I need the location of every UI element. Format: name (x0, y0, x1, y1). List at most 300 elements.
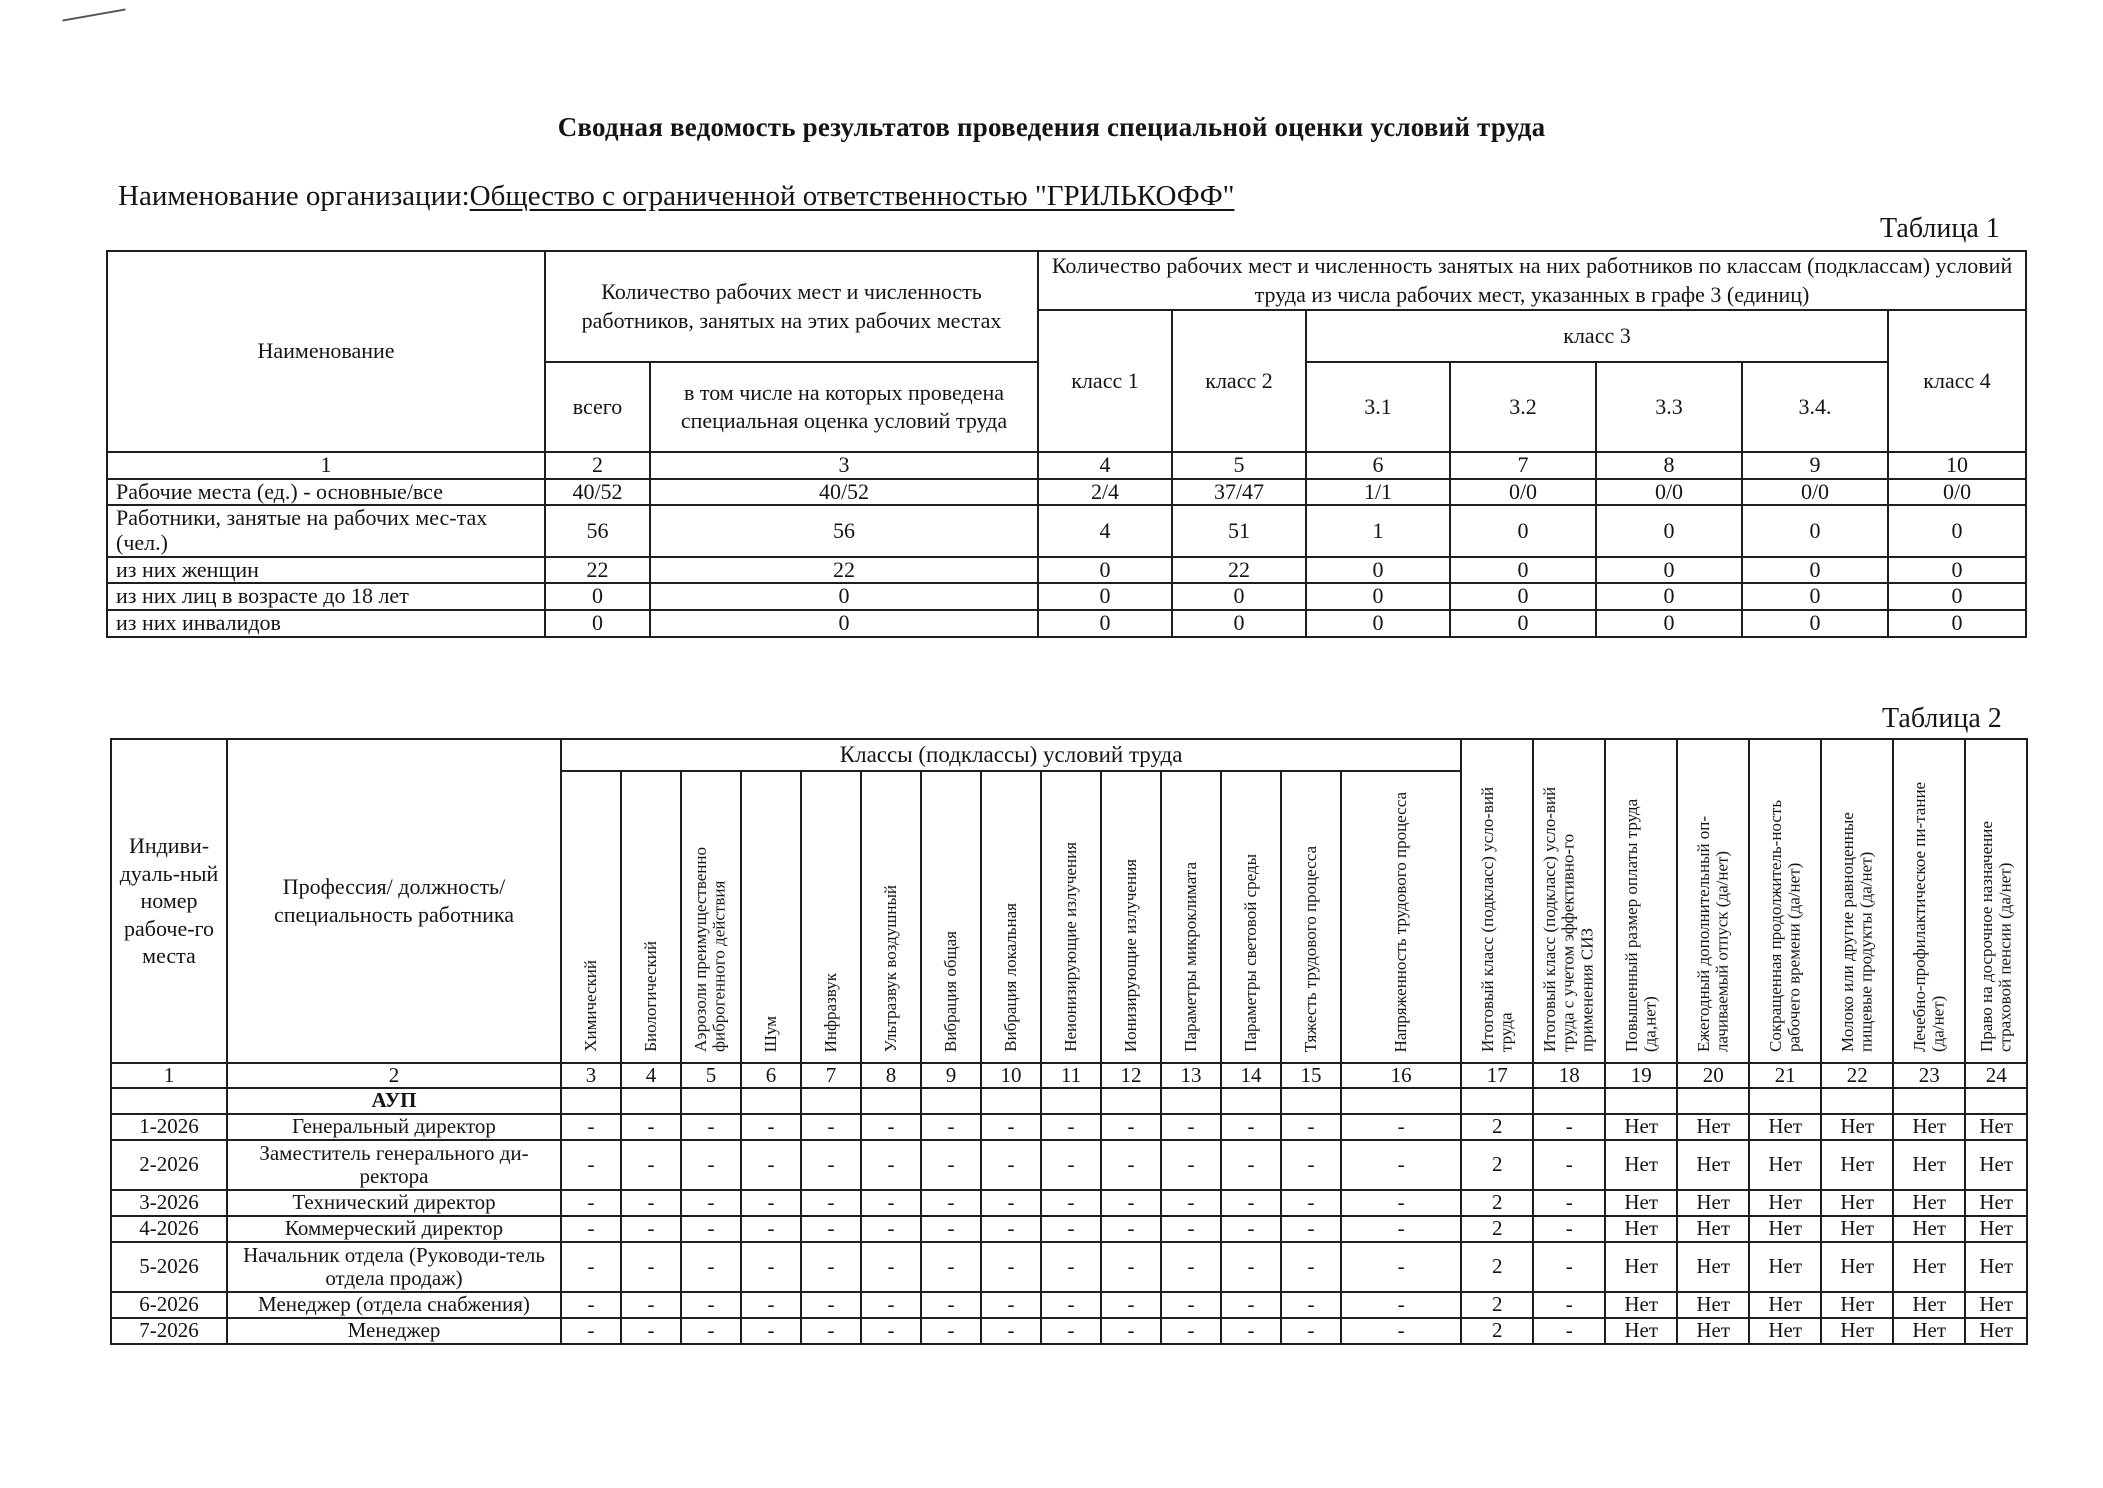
cell-value: 56 (650, 505, 1038, 556)
cell-value: 0 (1888, 610, 2026, 637)
factor-class: - (1341, 1292, 1461, 1318)
cell-value: 0 (1450, 557, 1596, 584)
col-number: 11 (1041, 1063, 1101, 1089)
header-factor-text: Ионизирующие излучения (1120, 858, 1140, 1052)
workplace-id: 4-2026 (111, 1216, 227, 1242)
cell-value: 22 (545, 557, 650, 584)
col-number: 7 (801, 1063, 861, 1089)
factor-class: - (861, 1292, 921, 1318)
result-value: Нет (1605, 1140, 1677, 1190)
header-factor-16 (1341, 771, 1461, 1063)
cell-value: 0 (650, 583, 1038, 610)
factor-class: - (1161, 1216, 1221, 1242)
summary-table-2 (110, 738, 2028, 1345)
factor-class: - (1341, 1140, 1461, 1190)
result-value: Нет (1677, 1140, 1749, 1190)
profession-name: Технический директор (227, 1190, 561, 1216)
factor-class: - (561, 1292, 621, 1318)
factor-class: - (801, 1190, 861, 1216)
header-factor-7 (801, 771, 861, 1063)
result-value: Нет (1677, 1242, 1749, 1292)
header-factor-text: Параметры микроклимата (1180, 862, 1200, 1052)
header-sub-3-2: 3.2 (1450, 362, 1596, 452)
header-result-21 (1749, 739, 1821, 1063)
header-result-17-text: Итоговый класс (подкласс) усло-вий труда (1477, 786, 1516, 1052)
factor-class: - (1221, 1242, 1281, 1292)
workplace-id: 2-2026 (111, 1140, 227, 1190)
factor-class: - (621, 1114, 681, 1140)
result-value: - (1533, 1318, 1605, 1344)
result-value: Нет (1677, 1216, 1749, 1242)
cell-value: 0 (1172, 610, 1306, 637)
workplace-id: 5-2026 (111, 1242, 227, 1292)
factor-class: - (1221, 1140, 1281, 1190)
column-number-row (107, 452, 2026, 479)
col-number: 14 (1221, 1063, 1281, 1089)
factor-class: - (1101, 1318, 1161, 1344)
col-number: 7 (1450, 452, 1596, 479)
header-result-19-text: Повышенный размер оплаты труда (да,нет) (1621, 798, 1660, 1052)
factor-class: - (981, 1140, 1041, 1190)
header-result-18 (1533, 739, 1605, 1063)
table2-row (111, 1216, 2027, 1242)
cell-value: 0 (1888, 505, 2026, 556)
col-number: 22 (1821, 1063, 1893, 1089)
result-value: 2 (1461, 1216, 1533, 1242)
result-value: - (1533, 1216, 1605, 1242)
header-factor-text: Напряженность трудового процесса (1390, 791, 1410, 1052)
profession-name: Менеджер (отдела снабжения) (227, 1292, 561, 1318)
row-name: Работники, занятые на рабочих мес-тах (чел.) (107, 505, 545, 556)
factor-class: - (561, 1114, 621, 1140)
table2-caption: Таблица 2 (1882, 703, 2002, 734)
factor-class: - (801, 1114, 861, 1140)
table1-row (107, 583, 2026, 610)
organization-label: Наименование организации: (118, 180, 470, 212)
header-result-20 (1677, 739, 1749, 1063)
factor-class: - (861, 1190, 921, 1216)
column-number-row (111, 1063, 2027, 1089)
factor-class: - (741, 1292, 801, 1318)
organization-line (118, 180, 1234, 213)
header-factor-13 (1161, 771, 1221, 1063)
cell-value: 0 (1596, 583, 1742, 610)
cell-value: 0 (1306, 557, 1450, 584)
cell-value: 0 (545, 610, 650, 637)
factor-class: - (921, 1190, 981, 1216)
result-value: Нет (1893, 1114, 1965, 1140)
result-value: Нет (1605, 1292, 1677, 1318)
factor-class: - (681, 1216, 741, 1242)
cell-value: 0 (1450, 583, 1596, 610)
result-value: Нет (1893, 1318, 1965, 1344)
col-number: 3 (561, 1063, 621, 1089)
header-result-24 (1965, 739, 2027, 1063)
col-number: 4 (621, 1063, 681, 1089)
col-number: 5 (1172, 452, 1306, 479)
workplace-id: 6-2026 (111, 1292, 227, 1318)
cell-value: 0 (1596, 505, 1742, 556)
col-number: 8 (1596, 452, 1742, 479)
table2-row (111, 1140, 2027, 1190)
factor-class: - (1221, 1292, 1281, 1318)
header-assessed: в том числе на которых проведена специальная оценка условий труда (650, 362, 1038, 452)
factor-class: - (1221, 1216, 1281, 1242)
factor-class: - (1341, 1318, 1461, 1344)
header-factor-3 (561, 771, 621, 1063)
factor-class: - (1341, 1190, 1461, 1216)
factor-class: - (681, 1190, 741, 1216)
factor-class: - (741, 1190, 801, 1216)
col-number: 24 (1965, 1063, 2027, 1089)
header-factor-text: Аэрозоли преимущественно фиброгенного действия (691, 847, 729, 1052)
factor-class: - (1041, 1216, 1101, 1242)
factor-class: - (981, 1114, 1041, 1140)
cell-value: 0 (1306, 610, 1450, 637)
header-factor-text: Вибрация локальная (1000, 903, 1020, 1052)
factor-class: - (921, 1242, 981, 1292)
factor-class: - (561, 1318, 621, 1344)
header-sub-3-1: 3.1 (1306, 362, 1450, 452)
result-value: Нет (1965, 1140, 2027, 1190)
col-number: 13 (1161, 1063, 1221, 1089)
profession-name: Начальник отдела (Руководи-тель отдела продаж) (227, 1242, 561, 1292)
header-id-text: Индиви-дуаль-ный номер рабоче-го места (119, 833, 219, 968)
col-number: 17 (1461, 1063, 1533, 1089)
factor-class: - (801, 1292, 861, 1318)
col-number: 10 (1888, 452, 2026, 479)
cell-value: 56 (545, 505, 650, 556)
factor-class: - (1101, 1140, 1161, 1190)
result-value: Нет (1677, 1318, 1749, 1344)
factor-class: - (1041, 1190, 1101, 1216)
factor-class: - (1101, 1114, 1161, 1140)
col-number: 2 (227, 1063, 561, 1089)
col-number: 5 (681, 1063, 741, 1089)
header-factor-5 (681, 771, 741, 1063)
factor-class: - (861, 1114, 921, 1140)
factor-class: - (621, 1318, 681, 1344)
cell-value: 0/0 (1596, 479, 1742, 506)
factor-class: - (1281, 1292, 1341, 1318)
factor-class: - (1161, 1114, 1221, 1140)
cell-value: 37/47 (1172, 479, 1306, 506)
factor-class: - (1281, 1242, 1341, 1292)
result-value: - (1533, 1140, 1605, 1190)
factor-class: - (981, 1242, 1041, 1292)
result-value: Нет (1893, 1242, 1965, 1292)
header-result-17 (1461, 739, 1533, 1063)
header-factor-8 (861, 771, 921, 1063)
factor-class: - (1161, 1140, 1221, 1190)
section-title: АУП (227, 1088, 561, 1114)
factor-class: - (621, 1292, 681, 1318)
cell-value: 0 (1888, 557, 2026, 584)
cell-value: 4 (1038, 505, 1172, 556)
result-value: Нет (1821, 1216, 1893, 1242)
factor-class: - (1041, 1242, 1101, 1292)
result-value: Нет (1605, 1190, 1677, 1216)
factor-class: - (861, 1318, 921, 1344)
col-number: 4 (1038, 452, 1172, 479)
header-classes-group: Количество рабочих мест и численность занятых на них работников по классам (подклассам) условий труда из числа рабочих мест, указанных в графе 3 (единиц) (1038, 251, 2026, 310)
result-value: Нет (1965, 1190, 2027, 1216)
cell-value: 0/0 (1742, 479, 1888, 506)
factor-class: - (1101, 1292, 1161, 1318)
col-number: 8 (861, 1063, 921, 1089)
factor-class: - (1281, 1216, 1341, 1242)
table1-row (107, 505, 2026, 556)
factor-class: - (981, 1318, 1041, 1344)
factor-class: - (561, 1140, 621, 1190)
factor-class: - (1161, 1292, 1221, 1318)
cell-value: 0 (1038, 610, 1172, 637)
header-factor-text: Инфразвук (820, 972, 840, 1052)
result-value: Нет (1821, 1114, 1893, 1140)
header-factor-text: Шум (760, 1015, 780, 1052)
table2-row (111, 1190, 2027, 1216)
header-result-23-text: Лечебно-профилактическое пи-тание (да/нет) (1909, 781, 1948, 1052)
factor-class: - (621, 1242, 681, 1292)
table1-row (107, 610, 2026, 637)
col-number: 16 (1341, 1063, 1461, 1089)
factor-class: - (1221, 1190, 1281, 1216)
section-row (111, 1088, 2027, 1114)
factor-class: - (741, 1216, 801, 1242)
result-value: Нет (1677, 1190, 1749, 1216)
cell-value: 40/52 (650, 479, 1038, 506)
header-result-19 (1605, 739, 1677, 1063)
table2-row (111, 1114, 2027, 1140)
factor-class: - (801, 1318, 861, 1344)
col-number: 9 (1742, 452, 1888, 479)
cell-value: 0 (650, 610, 1038, 637)
result-value: Нет (1749, 1140, 1821, 1190)
scan-mark (62, 8, 125, 21)
factor-class: - (1281, 1140, 1341, 1190)
result-value: Нет (1893, 1140, 1965, 1190)
header-result-18-text: Итоговый класс (подкласс) усло-вий труда с учетом эффективно-го применения СИЗ (1540, 786, 1597, 1052)
factor-class: - (921, 1318, 981, 1344)
factor-class: - (621, 1216, 681, 1242)
cell-value: 1 (1306, 505, 1450, 556)
cell-value: 0 (1596, 557, 1742, 584)
cell-value: 0 (1038, 557, 1172, 584)
col-number: 23 (1893, 1063, 1965, 1089)
organization-name: Общество с ограниченной ответственностью "ГРИЛЬКОФФ" (469, 180, 1235, 212)
col-number: 15 (1281, 1063, 1341, 1089)
header-classes-group: Классы (подклассы) условий труда (561, 739, 1461, 771)
factor-class: - (561, 1190, 621, 1216)
factor-class: - (1041, 1318, 1101, 1344)
factor-class: - (861, 1140, 921, 1190)
factor-class: - (1341, 1114, 1461, 1140)
factor-class: - (681, 1292, 741, 1318)
factor-class: - (801, 1140, 861, 1190)
header-factor-15 (1281, 771, 1341, 1063)
factor-class: - (1101, 1190, 1161, 1216)
header-factor-text: Тяжесть трудового процесса (1300, 845, 1320, 1052)
header-sub-3-4: 3.4. (1742, 362, 1888, 452)
result-value: Нет (1605, 1242, 1677, 1292)
cell-value: 0 (1888, 583, 2026, 610)
profession-name: Генеральный директор (227, 1114, 561, 1140)
col-number: 6 (1306, 452, 1450, 479)
header-result-24-text: Право на досрочное назначение страховой пенсии (да/нет) (1976, 821, 2015, 1052)
result-value: Нет (1965, 1242, 2027, 1292)
cell-value: 0 (1038, 583, 1172, 610)
cell-value: 0 (1742, 610, 1888, 637)
result-value: Нет (1893, 1190, 1965, 1216)
profession-name: Коммерческий директор (227, 1216, 561, 1242)
header-class4: класс 4 (1888, 310, 2026, 452)
header-name: Наименование (107, 251, 545, 452)
result-value: Нет (1821, 1318, 1893, 1344)
col-number: 18 (1533, 1063, 1605, 1089)
cell-value: 0/0 (1888, 479, 2026, 506)
cell-value: 1/1 (1306, 479, 1450, 506)
result-value: 2 (1461, 1190, 1533, 1216)
result-value: Нет (1749, 1242, 1821, 1292)
result-value: - (1533, 1114, 1605, 1140)
factor-class: - (561, 1216, 621, 1242)
result-value: 2 (1461, 1292, 1533, 1318)
header-factor-4 (621, 771, 681, 1063)
factor-class: - (681, 1242, 741, 1292)
result-value: Нет (1605, 1216, 1677, 1242)
result-value: Нет (1821, 1292, 1893, 1318)
col-number: 21 (1749, 1063, 1821, 1089)
result-value: Нет (1893, 1216, 1965, 1242)
col-number: 20 (1677, 1063, 1749, 1089)
workplace-id: 1-2026 (111, 1114, 227, 1140)
col-number: 3 (650, 452, 1038, 479)
cell-value: 0 (1450, 505, 1596, 556)
result-value: 2 (1461, 1114, 1533, 1140)
header-class1: класс 1 (1038, 310, 1172, 452)
header-class3: класс 3 (1306, 310, 1888, 362)
header-factor-text: Ультразвук воздушный (880, 884, 900, 1052)
cell-value: 0/0 (1450, 479, 1596, 506)
table2-row (111, 1318, 2027, 1344)
factor-class: - (741, 1318, 801, 1344)
result-value: Нет (1821, 1242, 1893, 1292)
factor-class: - (1281, 1318, 1341, 1344)
profession-name: Менеджер (227, 1318, 561, 1344)
cell-value: 22 (650, 557, 1038, 584)
cell-value: 40/52 (545, 479, 650, 506)
table1-row (107, 557, 2026, 584)
header-result-23 (1893, 739, 1965, 1063)
header-factor-12 (1101, 771, 1161, 1063)
header-profession: Профессия/ должность/ специальность работника (227, 739, 561, 1063)
cell-value: 0 (1450, 610, 1596, 637)
header-factor-text: Неионизирующие излучения (1060, 842, 1080, 1052)
col-number: 2 (545, 452, 650, 479)
factor-class: - (741, 1140, 801, 1190)
factor-class: - (621, 1190, 681, 1216)
result-value: Нет (1605, 1114, 1677, 1140)
factor-class: - (921, 1292, 981, 1318)
factor-class: - (1341, 1242, 1461, 1292)
header-factor-10 (981, 771, 1041, 1063)
result-value: Нет (1893, 1292, 1965, 1318)
cell-value: 22 (1172, 557, 1306, 584)
row-name: из них лиц в возрасте до 18 лет (107, 583, 545, 610)
result-value: Нет (1749, 1318, 1821, 1344)
header-result-22-text: Молоко или другие равноценные пищевые продукты (да/нет) (1837, 812, 1876, 1052)
factor-class: - (1221, 1114, 1281, 1140)
header-factor-11 (1041, 771, 1101, 1063)
factor-class: - (1101, 1216, 1161, 1242)
result-value: Нет (1821, 1190, 1893, 1216)
factor-class: - (981, 1190, 1041, 1216)
factor-class: - (801, 1216, 861, 1242)
factor-class: - (1101, 1242, 1161, 1292)
profession-name: Заместитель генерального ди-ректора (227, 1140, 561, 1190)
factor-class: - (741, 1242, 801, 1292)
col-number: 1 (111, 1063, 227, 1089)
header-result-20-text: Ежегодный дополнительный оп-лачиваемый отпуск (да/нет) (1693, 815, 1732, 1052)
factor-class: - (981, 1216, 1041, 1242)
result-value: 2 (1461, 1318, 1533, 1344)
row-name: Рабочие места (ед.) - основные/все (107, 479, 545, 506)
result-value: 2 (1461, 1242, 1533, 1292)
row-name: из них инвалидов (107, 610, 545, 637)
result-value: 2 (1461, 1140, 1533, 1190)
result-value: Нет (1605, 1318, 1677, 1344)
factor-class: - (681, 1140, 741, 1190)
header-sub-3-3: 3.3 (1596, 362, 1742, 452)
result-value: Нет (1749, 1114, 1821, 1140)
factor-class: - (1041, 1292, 1101, 1318)
header-factor-text: Параметры световой среды (1240, 854, 1260, 1052)
cell-value: 0 (1742, 505, 1888, 556)
cell-value: 0 (1742, 583, 1888, 610)
result-value: Нет (1749, 1216, 1821, 1242)
factor-class: - (1161, 1318, 1221, 1344)
table1-caption: Таблица 1 (1880, 213, 2000, 244)
factor-class: - (1221, 1318, 1281, 1344)
result-value: - (1533, 1190, 1605, 1216)
col-number: 1 (107, 452, 545, 479)
col-number: 12 (1101, 1063, 1161, 1089)
result-value: Нет (1677, 1292, 1749, 1318)
result-value: - (1533, 1242, 1605, 1292)
result-value: Нет (1677, 1114, 1749, 1140)
factor-class: - (921, 1114, 981, 1140)
table1-row (107, 479, 2026, 506)
factor-class: - (1341, 1216, 1461, 1242)
result-value: Нет (1965, 1114, 2027, 1140)
result-value: Нет (1749, 1190, 1821, 1216)
result-value: Нет (1965, 1292, 2027, 1318)
result-value: Нет (1749, 1292, 1821, 1318)
factor-class: - (1281, 1190, 1341, 1216)
header-factor-text: Вибрация общая (940, 930, 960, 1052)
factor-class: - (1041, 1114, 1101, 1140)
result-value: Нет (1965, 1318, 2027, 1344)
header-factor-text: Химический (580, 960, 600, 1052)
header-result-22 (1821, 739, 1893, 1063)
factor-class: - (741, 1114, 801, 1140)
workplace-id: 3-2026 (111, 1190, 227, 1216)
document-title: Сводная ведомость результатов проведения специальной оценки условий труда (557, 112, 1546, 142)
header-class2: класс 2 (1172, 310, 1306, 452)
table2-row (111, 1292, 2027, 1318)
factor-class: - (1041, 1140, 1101, 1190)
cell-value: 0 (1742, 557, 1888, 584)
